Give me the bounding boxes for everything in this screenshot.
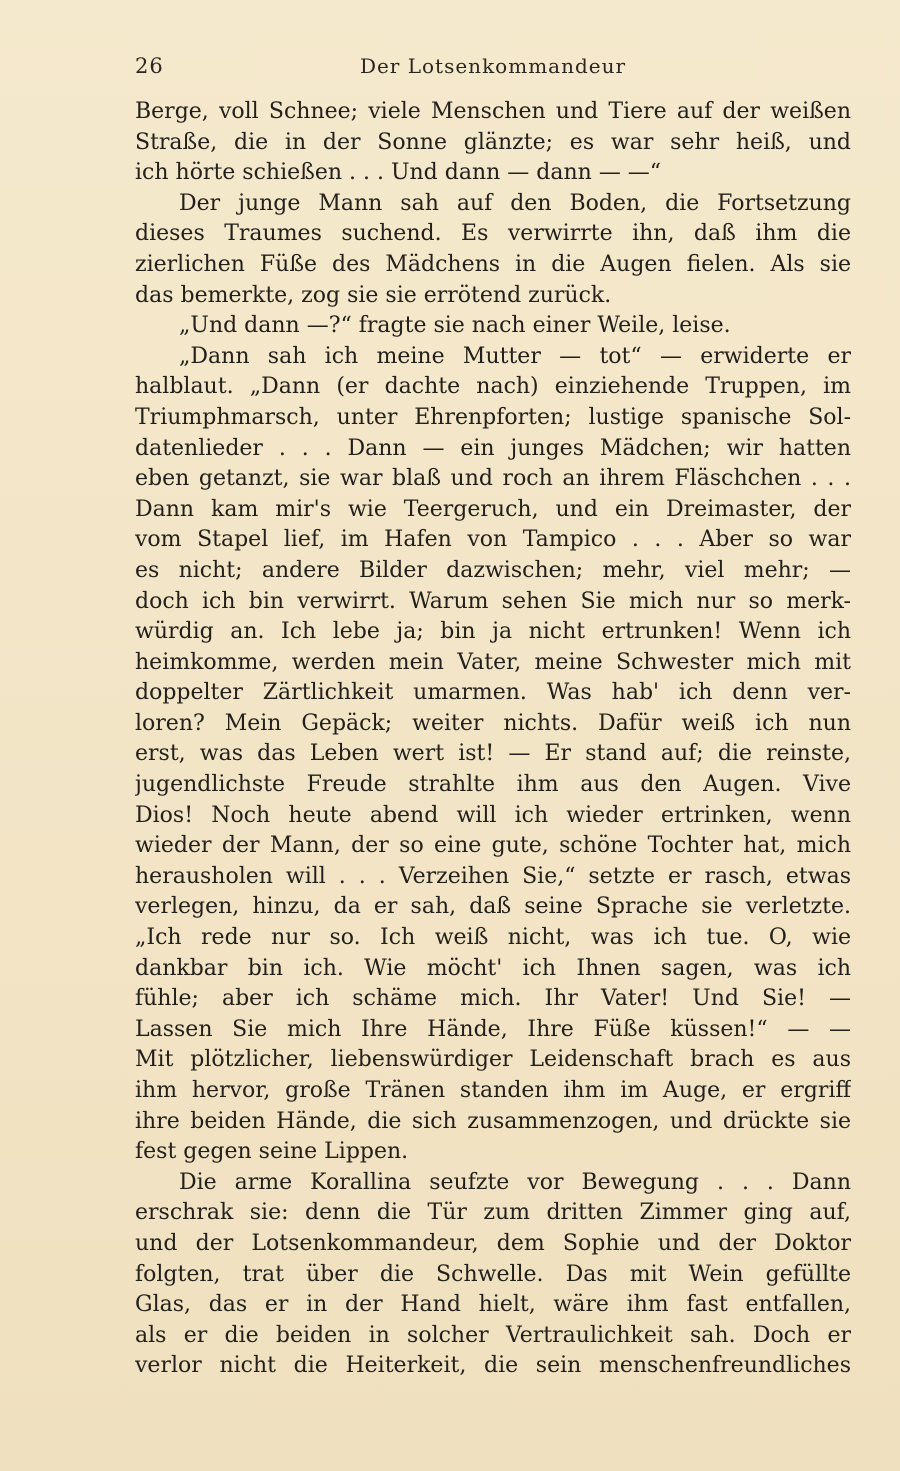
text-line: das bemerkte, zog sie sie errötend zurück. <box>135 282 612 308</box>
text-line: Der junge Mann sah auf den Boden, die Fortsetzung <box>179 190 851 216</box>
text-line: verlor nicht die Heiterkeit, die sein menschenfreundliches <box>135 1353 851 1379</box>
body-text <box>135 97 851 1382</box>
text-line: zierlichen Füße des Mädchens in die Augen fielen. Als sie <box>135 251 851 277</box>
text-line: ihre beiden Hände, die sich zusammenzogen, und drückte sie <box>135 1108 851 1134</box>
text-line: Straße, die in der Sonne glänzte; es war sehr heiß, und <box>135 129 851 155</box>
text-line: dankbar bin ich. Wie möcht' ich Ihnen sagen, was ich <box>135 955 851 981</box>
text-line: fest gegen seine Lippen. <box>135 1139 409 1165</box>
text-line: herausholen will . . . Verzeihen Sie,“ setzte er rasch, etwas <box>135 863 851 889</box>
text-line: loren? Mein Gepäck; weiter nichts. Dafür weiß ich nun <box>135 710 851 736</box>
text-line: fühle; aber ich schäme mich. Ihr Vater! Und Sie! — <box>135 986 851 1012</box>
text-line: heimkomme, werden mein Vater, meine Schwester mich mit <box>135 649 851 675</box>
text-line: Glas, das er in der Hand hielt, wäre ihm fast entfallen, <box>135 1292 851 1318</box>
text-line: „Ich rede nur so. Ich weiß nicht, was ich tue. O, wie <box>135 925 851 951</box>
page-header <box>135 54 851 82</box>
text-line: Die arme Korallina seufzte vor Bewegung . . . Dann <box>179 1169 851 1195</box>
text-line: wieder der Mann, der so eine gute, schöne Tochter hat, mich <box>135 833 851 859</box>
text-line: und der Lotsenkommandeur, dem Sophie und der Doktor <box>135 1230 851 1256</box>
running-title: Der Lotsenkommandeur <box>359 54 627 78</box>
text-line: vom Stapel lief, im Hafen von Tampico . . . Aber so war <box>135 527 851 553</box>
page-number: 26 <box>135 54 164 78</box>
text-line: es nicht; andere Bilder dazwischen; mehr, viel mehr; — <box>135 557 851 583</box>
text-line: Mit plötzlicher, liebenswürdiger Leidenschaft brach es aus <box>135 1047 851 1073</box>
text-line: doch ich bin verwirrt. Warum sehen Sie mich nur so merk- <box>135 588 851 614</box>
text-line: erschrak sie: denn die Tür zum dritten Zimmer ging auf, <box>135 1200 851 1226</box>
text-line: verlegen, hinzu, da er sah, daß seine Sprache sie verletzte. <box>135 894 851 920</box>
text-line: doppelter Zärtlichkeit umarmen. Was hab' ich denn ver- <box>135 680 851 706</box>
text-line: datenlieder . . . Dann — ein junges Mädchen; wir hatten <box>135 435 851 461</box>
text-line: erst, was das Leben wert ist! — Er stand auf; die reinste, <box>135 741 851 767</box>
text-line: halblaut. „Dann (er dachte nach) einziehende Truppen, im <box>135 374 851 400</box>
text-line: Lassen Sie mich Ihre Hände, Ihre Füße küssen!“ — — <box>135 1016 851 1042</box>
text-line: Triumphmarsch, unter Ehrenpforten; lustige spanische Sol- <box>135 404 851 430</box>
text-line: Dios! Noch heute abend will ich wieder ertrinken, wenn <box>135 802 851 828</box>
text-line: folgten, trat über die Schwelle. Das mit Wein gefüllte <box>135 1261 851 1287</box>
text-line: jugendlichste Freude strahlte ihm aus den Augen. Vive <box>135 772 851 798</box>
text-line: ihm hervor, große Tränen standen ihm im Auge, er ergriff <box>135 1078 851 1103</box>
text-line: dieses Traumes suchend. Es verwirrte ihn, daß ihm die <box>135 221 851 247</box>
text-line: „Und dann —?“ fragte sie nach einer Weile, leise. <box>179 313 731 339</box>
text-line: Berge, voll Schnee; viele Menschen und Tiere auf der weißen <box>135 99 851 124</box>
text-line: als er die beiden in solcher Vertraulichkeit sah. Doch er <box>135 1322 851 1348</box>
text-line: ich hörte schießen . . . Und dann — dann — —“ <box>135 160 662 186</box>
text-line: würdig an. Ich lebe ja; bin ja nicht ertrunken! Wenn ich <box>135 619 851 645</box>
text-line: „Dann sah ich meine Mutter — tot“ — erwiderte er <box>179 343 851 369</box>
text-line: eben getanzt, sie war blaß und roch an ihrem Fläschchen . . . <box>135 466 851 492</box>
text-line: Dann kam mir's wie Teergeruch, und ein Dreimaster, der <box>135 496 851 522</box>
